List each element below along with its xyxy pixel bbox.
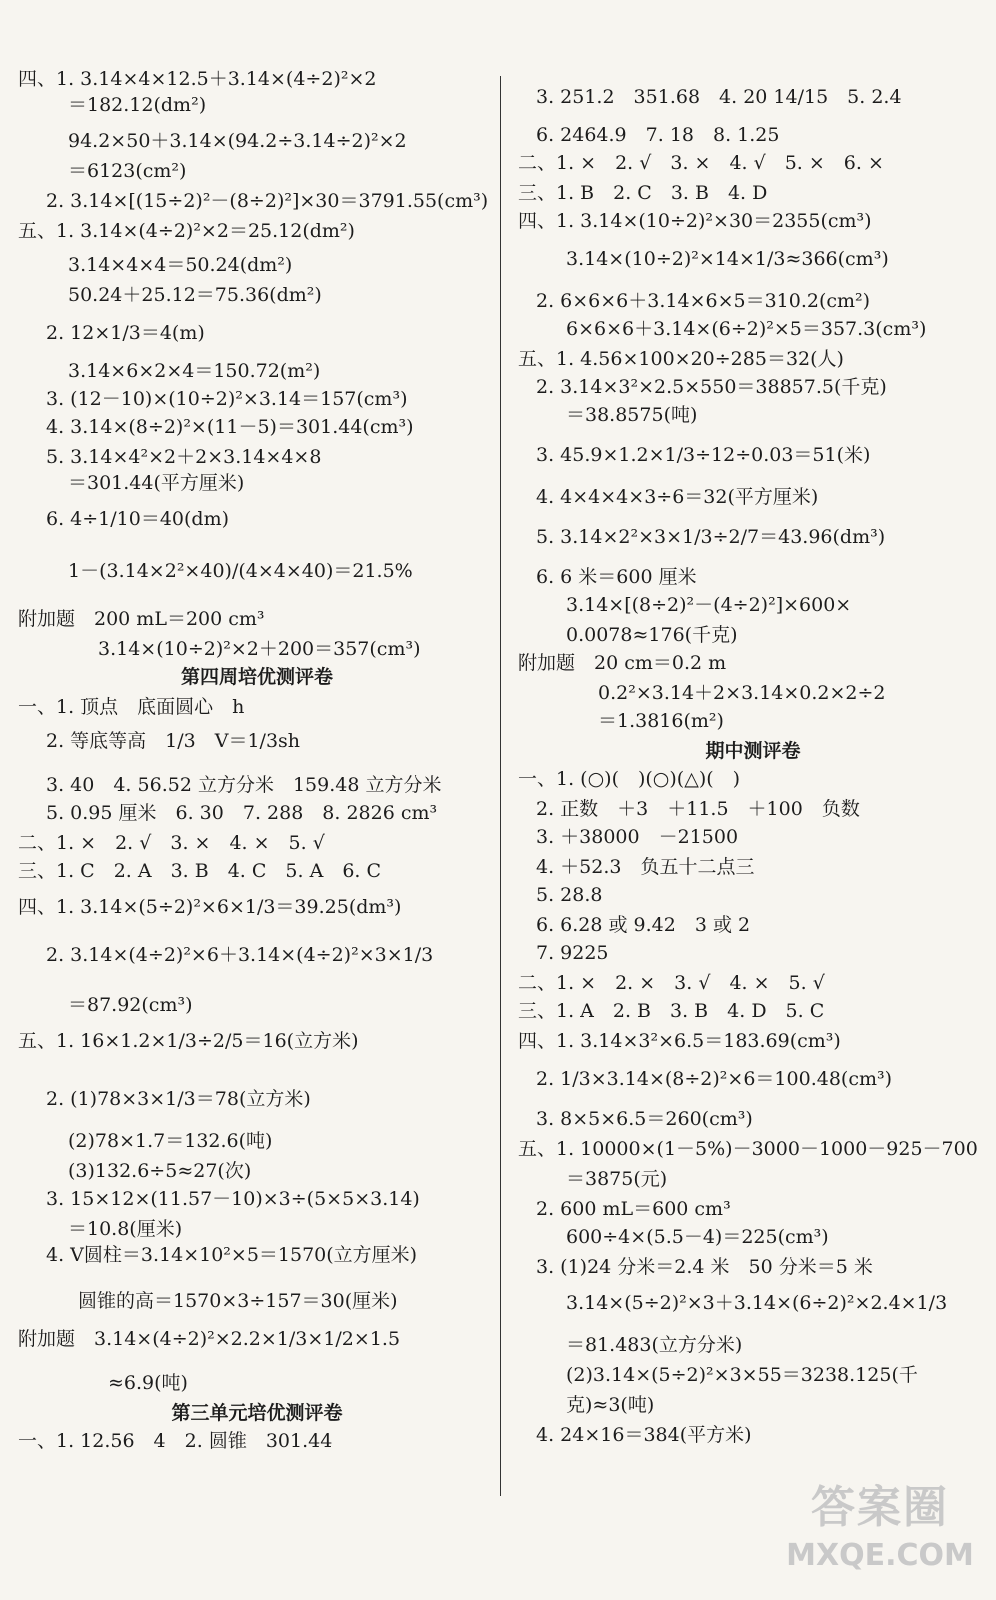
answer-line: 2. 正数 ＋3 ＋11.5 ＋100 负数: [536, 798, 860, 820]
answer-line: ≈6.9(吨): [108, 1372, 188, 1394]
answer-line: 圆锥的高＝1570×3÷157＝30(厘米): [78, 1290, 398, 1312]
answer-line: 五、1. 3.14×(4÷2)²×2＝25.12(dm²): [18, 220, 355, 242]
answer-line: ＝87.92(cm³): [68, 994, 193, 1016]
answer-line: 五、1. 10000×(1－5%)－3000－1000－925－700: [518, 1138, 978, 1160]
answer-line: 2. 12×1/3＝4(m): [46, 322, 205, 344]
answer-line: 6. 2464.9 7. 18 8. 1.25: [536, 124, 780, 146]
answer-line: 2. 3.14×3²×2.5×550＝38857.5(千克): [536, 376, 887, 398]
answer-line: 二、1. × 2. × 3. √ 4. × 5. √: [518, 972, 825, 994]
answer-line: 三、1. A 2. B 3. B 4. D 5. C: [518, 1000, 825, 1022]
answer-line: 600÷4×(5.5－4)＝225(cm³): [566, 1226, 829, 1248]
answer-line: 克)≈3(吨): [566, 1394, 655, 1416]
answer-line: 4. ＋52.3 负五十二点三: [536, 856, 755, 878]
section-heading: 期中测评卷: [705, 740, 801, 762]
answer-line: 3.14×(10÷2)²×14×1/3≈366(cm³): [566, 248, 889, 270]
answer-line: 6. 6.28 或 9.42 3 或 2: [536, 914, 751, 936]
watermark-top: 答案圈: [811, 1482, 949, 1533]
section-heading: 第四周培优测评卷: [180, 666, 333, 688]
answer-line: 2. 3.14×(4÷2)²×6＋3.14×(4÷2)²×3×1/3: [46, 944, 434, 966]
answer-line: 50.24＋25.12＝75.36(dm²): [68, 284, 322, 306]
answer-line: 4. 3.14×(8÷2)²×(11－5)＝301.44(cm³): [46, 416, 414, 438]
answer-line: 4. 24×16＝384(平方米): [536, 1424, 752, 1446]
watermark-bottom: MXQE.COM: [786, 1538, 974, 1573]
answer-line: 3. (12－10)×(10÷2)²×3.14＝157(cm³): [46, 388, 408, 410]
answer-line: 二、1. × 2. √ 3. × 4. × 5. √: [18, 832, 325, 854]
answer-line: 三、1. B 2. C 3. B 4. D: [518, 182, 768, 204]
answer-line: 附加题 3.14×(4÷2)²×2.2×1/3×1/2×1.5: [18, 1328, 401, 1350]
answer-line: 2. 1/3×3.14×(8÷2)²×6＝100.48(cm³): [536, 1068, 893, 1090]
answer-line: 2. 等底等高 1/3 V＝1/3sh: [46, 730, 301, 752]
answer-line: 3.14×[(8÷2)²－(4÷2)²]×600×: [566, 594, 852, 616]
answer-line: (2)3.14×(5÷2)²×3×55＝3238.125(千: [566, 1364, 918, 1386]
answer-line: 5. 0.95 厘米 6. 30 7. 288 8. 2826 cm³: [46, 802, 438, 824]
answer-line: 3.14×6×2×4＝150.72(m²): [68, 360, 321, 382]
answer-line: 3.14×(5÷2)²×3＋3.14×(6÷2)²×2.4×1/3: [566, 1292, 948, 1314]
answer-line: ＝6123(cm²): [68, 160, 187, 182]
answer-line: 附加题 20 cm＝0.2 m: [518, 652, 727, 674]
answer-line: 五、1. 16×1.2×1/3÷2/5＝16(立方米): [18, 1030, 359, 1052]
answer-line: ＝301.44(平方厘米): [68, 472, 245, 494]
answer-line: 3. 45.9×1.2×1/3÷12÷0.03＝51(米): [536, 444, 871, 466]
answer-line: 2. (1)78×3×1/3＝78(立方米): [46, 1088, 311, 1110]
answer-line: 3. ＋38000 －21500: [536, 826, 739, 848]
answer-line: 四、1. 3.14×4×12.5＋3.14×(4÷2)²×2: [18, 68, 377, 90]
answer-line: 94.2×50＋3.14×(94.2÷3.14÷2)²×2: [68, 130, 407, 152]
answer-line: 7. 9225: [536, 942, 609, 964]
answer-line: 3.14×4×4＝50.24(dm²): [68, 254, 293, 276]
answer-line: 3. 251.2 351.68 4. 20 14/15 5. 2.4: [536, 86, 902, 108]
answer-line: 3.14×(10÷2)²×2＋200＝357(cm³): [98, 638, 421, 660]
answer-line: 二、1. × 2. √ 3. × 4. √ 5. × 6. ×: [518, 152, 884, 174]
answer-line: (3)132.6÷5≈27(次): [68, 1160, 252, 1182]
answer-line: (2)78×1.7＝132.6(吨): [68, 1130, 273, 1152]
answer-line: 3. 40 4. 56.52 立方分米 159.48 立方分米: [46, 774, 442, 796]
answer-line: ＝182.12(dm²): [68, 94, 207, 116]
answer-line: 4. 4×4×4×3÷6＝32(平方厘米): [536, 486, 819, 508]
section-heading: 第三单元培优测评卷: [171, 1402, 343, 1424]
answer-line: 5. 28.8: [536, 884, 603, 906]
answer-line: ＝38.8575(吨): [566, 404, 698, 426]
answer-line: ＝1.3816(m²): [598, 710, 724, 732]
answer-line: 四、1. 3.14×3²×6.5＝183.69(cm³): [518, 1030, 841, 1052]
answer-line: 四、1. 3.14×(10÷2)²×30＝2355(cm³): [518, 210, 872, 232]
answer-line: 一、1. (○)( )(○)(△)( ): [518, 768, 741, 790]
answer-line: 0.0078≈176(千克): [566, 624, 738, 646]
answer-line: 3. 8×5×6.5＝260(cm³): [536, 1108, 753, 1130]
answer-line: 5. 3.14×2²×3×1/3÷2/7＝43.96(dm³): [536, 526, 886, 548]
answer-line: 一、1. 12.56 4 2. 圆锥 301.44: [18, 1430, 333, 1452]
answer-line: 6×6×6＋3.14×(6÷2)²×5＝357.3(cm³): [566, 318, 927, 340]
answer-line: 0.2²×3.14＋2×3.14×0.2×2÷2: [598, 682, 886, 704]
answer-line: 6. 6 米＝600 厘米: [536, 566, 697, 588]
answer-line: 4. V圆柱＝3.14×10²×5＝1570(立方厘米): [46, 1244, 418, 1266]
answer-line: 1－(3.14×2²×40)/(4×4×40)＝21.5%: [68, 560, 413, 582]
answer-line: ＝81.483(立方分米): [566, 1334, 743, 1356]
column-divider: [500, 76, 501, 1496]
answer-line: 2. 6×6×6＋3.14×6×5＝310.2(cm²): [536, 290, 871, 312]
answer-line: 6. 4÷1/10＝40(dm): [46, 508, 230, 530]
watermark: [782, 1480, 978, 1592]
answer-line: 2. 600 mL＝600 cm³: [536, 1198, 731, 1220]
answer-line: 5. 3.14×4²×2＋2×3.14×4×8: [46, 446, 322, 468]
answer-line: 3. 15×12×(11.57－10)×3÷(5×5×3.14): [46, 1188, 420, 1210]
answer-line: ＝3875(元): [566, 1168, 668, 1190]
answer-line: 附加题 200 mL＝200 cm³: [18, 608, 265, 630]
answer-line: 3. (1)24 分米＝2.4 米 50 分米＝5 米: [536, 1256, 873, 1278]
answer-line: ＝10.8(厘米): [68, 1218, 183, 1240]
answer-line: 五、1. 4.56×100×20÷285＝32(人): [518, 348, 844, 370]
answer-line: 四、1. 3.14×(5÷2)²×6×1/3＝39.25(dm³): [18, 896, 402, 918]
answer-line: 一、1. 顶点 底面圆心 h: [18, 696, 245, 718]
answer-line: 三、1. C 2. A 3. B 4. C 5. A 6. C: [18, 860, 382, 882]
answer-line: 2. 3.14×[(15÷2)²－(8÷2)²]×30＝3791.55(cm³): [46, 190, 489, 212]
